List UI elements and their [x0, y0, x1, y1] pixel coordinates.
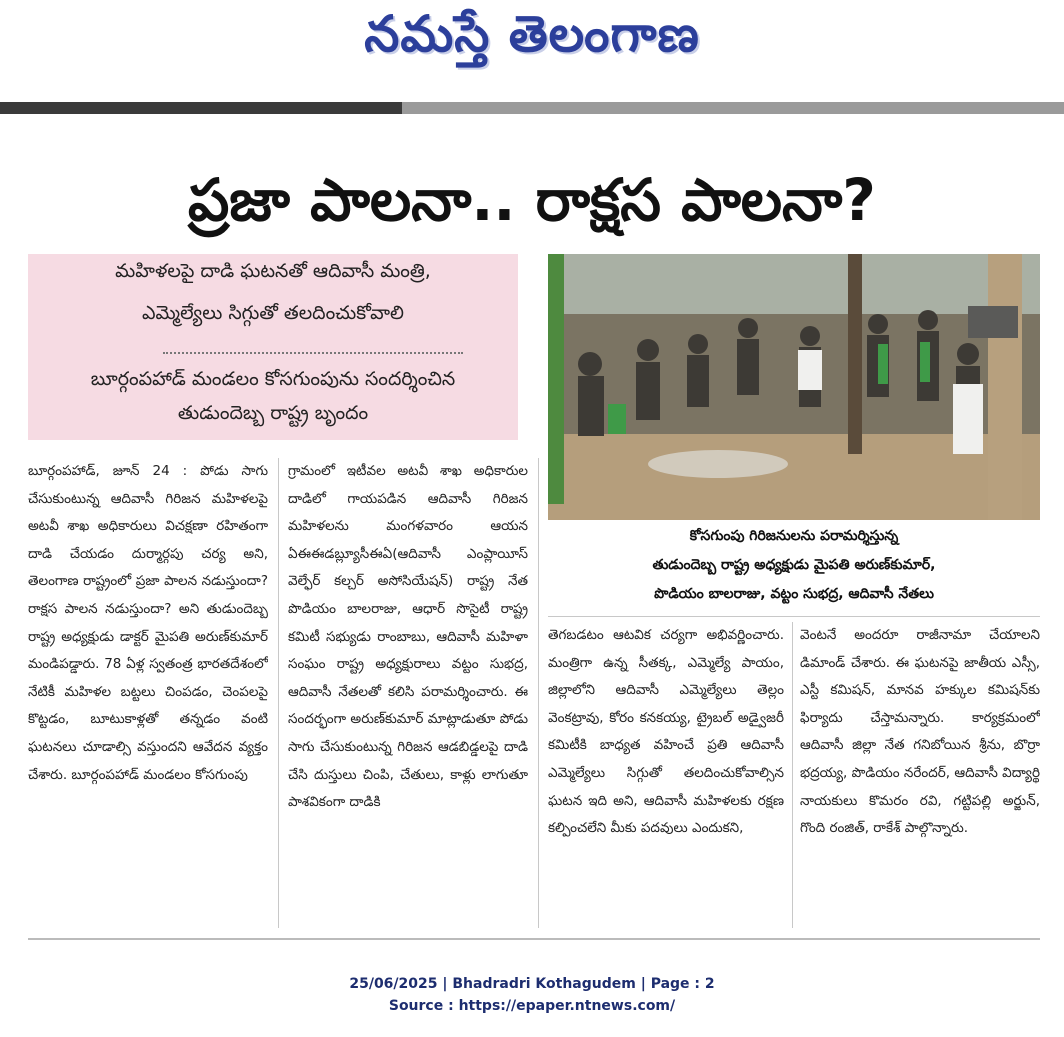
- photo-caption: [548, 522, 1040, 609]
- deck-line-4: తుడుందెబ్బ రాష్ట్ర బృందం: [177, 402, 369, 424]
- deck-line-1: మహిళలపై దాడి ఘటనతో ఆదివాసీ మంత్రి,: [115, 260, 431, 282]
- article-column-3: తెగబడటం ఆటవిక చర్యగా అభివర్ణించారు. మంత్రిగా ఉన్న సీతక్క, ఎమ్మెల్యే పాయం, జిల్లాలోని ఆదివాసీ ఎమ్మెల్యేలు తెల్లం వెంకట్రావు, కోరం కనకయ్య, ట్రైబల్ అడ్వైజరీ కమిటీకి బాధ్యత వహించే ప్రతి ఆదివాసీ ఎమ్మెల్యేలు సిగ్గుతో తలదించుకోవాల్సిన ఘటన ఇది అని, ఆదివాసీ మహిళలకు రక్షణ కల్పించలేని మీకు పదవులు ఎందుకని,: [548, 627, 784, 837]
- article-column-2: గ్రామంలో ఇటీవల అటవీ శాఖ అధికారుల దాడిలో గాయపడిన ఆదివాసీ గిరిజన మహిళలను మంగళవారం ఆయన ఏఈఈడబ్ల్యూసీఈఏ(ఆదివాసీ ఎంప్లాయీస్ వెల్ఫేర్ కల్చర్ అసోసియేషన్) రాష్ట్ర నేత పొడియం బాలరాజు, ఆధార్ సొసైటీ రాష్ట్ర కమిటీ సభ్యుడు రాంబాబు, ఆదివాసీ మహిళా సంఘం రాష్ట్ర అధ్యక్షురాలు వట్టం సుభద్ర, ఆదివాసీ నేతలతో కలిసి పరామర్శించారు. ఈ సందర్భంగా అరుణ్‌కుమార్ మాట్లాడుతూ పోడు సాగు చేసుకుంటున్న గిరిజన ఆడబిడ్డలపై దాడి చేసి దుస్తులు చింపి, చేతులు, కాళ్లు లాగుతూ పాశవికంగా దాడికి: [288, 463, 528, 811]
- column-divider: [792, 622, 793, 928]
- column-divider: [278, 458, 279, 928]
- photo-illustration: [548, 254, 1040, 520]
- column-divider: [538, 458, 539, 928]
- article-column-4: వెంటనే అందరూ రాజీనామా చేయాలని డిమాండ్ చేశారు. ఈ ఘటనపై జాతీయ ఎస్సీ, ఎస్టీ కమిషన్, మానవ హక్కుల కమిషన్‌కు ఫిర్యాదు చేస్తామన్నారు. కార్యక్రమంలో ఆదివాసీ జిల్లా నేత గనిబోయిన శ్రీను, బొర్రా భద్రయ్య, పొడియం నరేందర్, ఆదివాసీ విద్యార్థి నాయకులు కొమరం రవి, గట్టిపల్లి అర్జున్, గొంది రంజిత్, రాకేశ్ పాల్గొన్నారు.: [800, 627, 1040, 837]
- caption-line-2: తుడుందెబ్బ రాష్ట్ర అధ్యక్షుడు మైపతి అరుణ్‌కుమార్,: [652, 557, 936, 573]
- deck-divider: [163, 352, 463, 354]
- caption-line-1: కోసగుంపు గిరిజనులను పరామర్శిస్తున్న: [689, 528, 899, 544]
- article-bottom-rule: [28, 938, 1040, 940]
- deck-line-3: బూర్గంపహాడ్ మండలం కోసగుంపును సందర్శించిన: [90, 368, 456, 390]
- article-column-1: బూర్గంపహాడ్, జూన్ 24 : పోడు సాగు చేసుకుంటున్న ఆదివాసీ గిరిజన మహిళలపై అటవీ శాఖ అధికారులు విచక్షణా రహితంగా దాడి చేయడం దుర్మార్గపు చర్య అని, తెలంగాణ రాష్ట్రంలో ప్రజా పాలన నడుస్తుందా? రాక్షస పాలన నడుస్తుందా? అని తుడుందెబ్బ రాష్ట్ర అధ్యక్షుడు డాక్టర్ మైపతి అరుణ్‌కుమార్ మండిపడ్డారు. 78 ఏళ్ల స్వతంత్ర భారతదేశంలో నేటికీ మహిళల బట్టలు చింపడం, చెంపలపై కొట్టడం, బూటుకాళ్లతో తన్నడం వంటి ఘటనలు చూడాల్సి వస్తుందని ఆవేదన వ్యక్తం చేశారు. బూర్గంపహాడ్ మండలం కోసగుంపు: [28, 463, 268, 783]
- masthead-rule-dark: [0, 102, 402, 114]
- article-photo: [548, 254, 1040, 520]
- masthead-rule-light: [402, 102, 1064, 114]
- article-deck: [28, 254, 518, 440]
- newspaper-logo: నమస్తే తెలంగాణ: [364, 4, 700, 63]
- deck-line-2: ఎమ్మెల్యేలు సిగ్గుతో తలదించుకోవాలి: [142, 302, 404, 324]
- masthead: [0, 0, 1064, 80]
- caption-line-3: పొడియం బాలరాజు, వట్టం సుభద్ర, ఆదివాసీ నేతలు: [654, 586, 934, 602]
- edition-info: 25/06/2025 | Bhadradri Kothagudem | Page : 2: [349, 976, 715, 992]
- source-link[interactable]: Source : https://epaper.ntnews.com/: [388, 998, 676, 1014]
- caption-divider: [548, 616, 1040, 617]
- article-headline: ప్రజా పాలనా.. రాక్షస పాలనా?: [188, 166, 876, 234]
